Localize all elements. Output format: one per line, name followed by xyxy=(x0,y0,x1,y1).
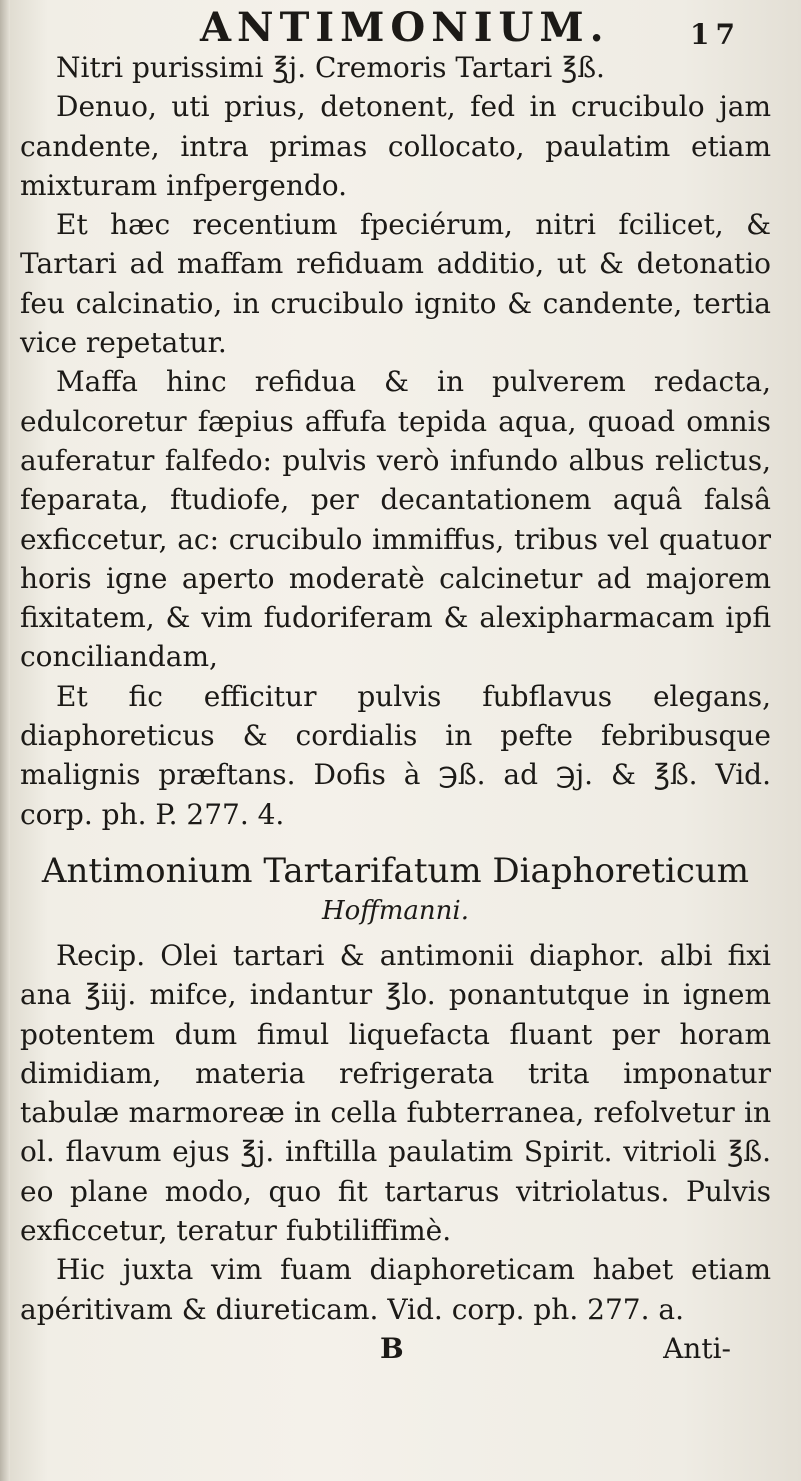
paragraph: Et fic efficitur pulvis fubflavus elegans, diaphoreticus & cordialis in pefte febribusque malignis præftans. Dofis à ℈ß. ad ℈j. & ℥ß. Vid. corp. ph. P. 277. 4. xyxy=(20,679,771,831)
page-footer xyxy=(20,1329,771,1369)
signature-mark: B xyxy=(380,1331,404,1365)
running-head-title: ANTIMONIUM. xyxy=(200,4,610,51)
running-head xyxy=(100,4,761,50)
paragraph: Maffa hinc refidua & in pulverem redacta, edulcoretur fæpius affufa tepida aqua, quoad omnis auferatur falfedo: pulvis verò infundo albus relictus, feparata, ftudiofe, per decantationem aquâ falsâ exficcetur, ac: crucibulo immiffus, tribus vel quatuor horis igne aperto moderatè calcinetur ad majorem fixitatem, & vim fudoriferam & alexipharmacam ipfi conciliandam, xyxy=(20,365,771,674)
paragraph: Nitri purissimi ℥j. Cremoris Tartari ℥ß. xyxy=(56,51,605,84)
recipe-paragraph: Hic juxta vim fuam diaphoreticam habet etiam apéritivam & diureticam. Vid. corp. ph. 277. a. xyxy=(20,1253,771,1326)
paragraph: Et hæc recentium fpeciérum, nitri fcilicet, & Tartari ad maffam refiduam additio, ut & detonatio feu calcinatio, in crucibulo ignito & candente, tertia vice repetatur. xyxy=(20,208,771,360)
catchword: Anti- xyxy=(663,1331,731,1365)
section-heading: Antimonium Tartarifatum Diaphoreticum xyxy=(41,850,750,891)
paragraph: Denuo, uti prius, detonent, fed in crucibulo jam candente, intra primas collocato, paulatim etiam mixturam infpergendo. xyxy=(20,90,771,202)
page-number: 17 xyxy=(690,18,741,51)
recipe-paragraph: Recip. Olei tartari & antimonii diaphor. albi fixi ana ℥iij. mifce, indantur ℥lo. ponantutque in ignem potentem dum fimul liquefacta fluant per horam dimidiam, materia refrigerata trita imponatur tabulæ marmoreæ in cella fubterranea, refolvetur in ol. flavum ejus ℥j. inftilla paulatim Spirit. vitrioli ℥ß. eo plane modo, quo fit tartarus vitriolatus. Pulvis exficcetur, teratur fubtiliffimè. xyxy=(20,938,771,1248)
section-author: Hoffmanni. xyxy=(322,895,469,926)
page-gutter xyxy=(0,0,10,1481)
text-block xyxy=(20,48,771,1369)
